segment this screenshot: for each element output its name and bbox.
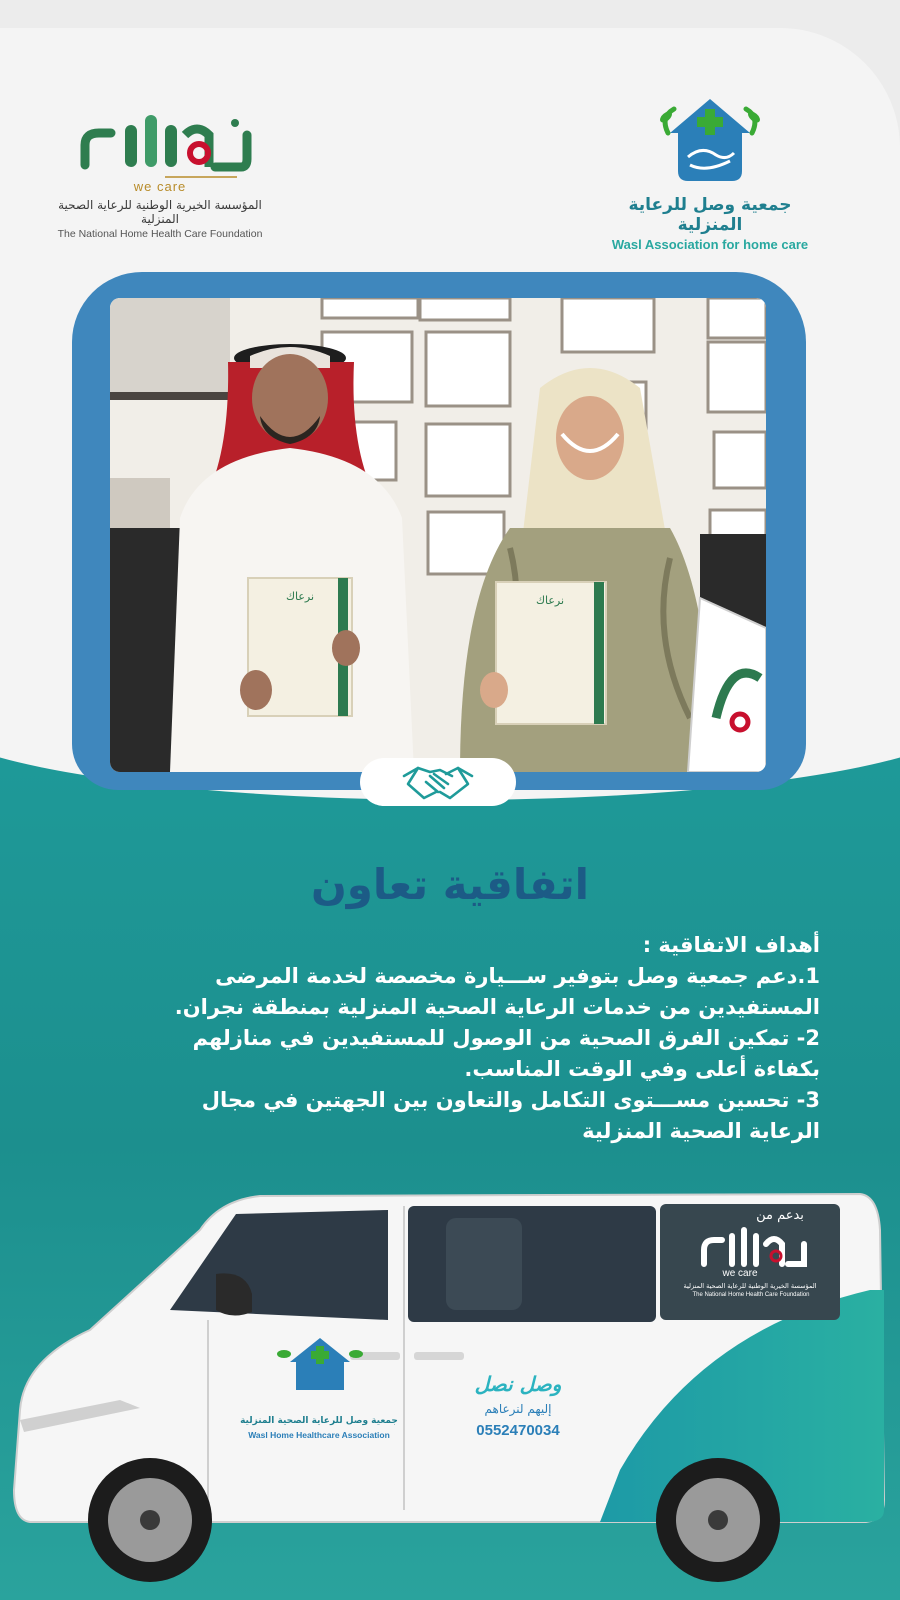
signing-photo xyxy=(110,298,766,772)
wasl-name-ar: جمعية وصل للرعاية المنزلية xyxy=(628,195,792,235)
branded-van xyxy=(0,1170,900,1590)
agreement-title: اتفاقية تعاون xyxy=(310,860,590,909)
van-we-care: we care xyxy=(722,1268,758,1279)
national-foundation-logo xyxy=(40,105,280,240)
van-wasl-name-en: Wasl Home Healthcare Association xyxy=(248,1430,390,1440)
goal-line: المستفيدين من خدمات الرعاية الصحية المنزلية بمنطقة نجران. xyxy=(174,995,820,1019)
svg-text:نرعاك: نرعاك xyxy=(285,590,315,603)
van-partner-name-en: The National Home Health Care Foundation xyxy=(692,1292,810,1298)
goal-line: 3- تحسين مســـتوى التكامل والتعاون بين الجهتين في مجال xyxy=(201,1088,820,1112)
agreement-goals xyxy=(120,930,820,1147)
svg-text:نرعاك: نرعاك xyxy=(535,594,565,607)
van-slogan-1: وصل نصل xyxy=(474,1372,562,1396)
foundation-name-en: The National Home Health Care Foundation xyxy=(57,228,263,240)
goal-line: بكفاءة أعلى وفي الوقت المناسب. xyxy=(464,1057,820,1081)
van-slogan-2: إليهم لنرعاهم xyxy=(484,1402,552,1416)
goal-line: الرعاية الصحية المنزلية xyxy=(582,1119,820,1143)
signing-photo-illustration xyxy=(110,298,766,772)
wasl-name-en: Wasl Association for home care xyxy=(611,237,809,252)
van-phone: 0552470034 xyxy=(476,1422,560,1439)
nr-logo-mark-icon xyxy=(65,105,255,185)
wasl-association-logo xyxy=(600,95,820,252)
handshake-icon xyxy=(400,762,476,802)
we-care-tagline: we care xyxy=(133,179,187,194)
van-support-label: بدعم من xyxy=(756,1208,804,1223)
van-illustration xyxy=(0,1170,900,1590)
van-wasl-name-ar: جمعية وصل للرعاية الصحية المنزلية xyxy=(240,1416,398,1426)
goals-heading: أهداف الاتفاقية : xyxy=(642,933,820,957)
wasl-house-icon xyxy=(650,95,770,187)
handshake-badge xyxy=(360,758,516,806)
goal-line: 2- تمكين الفرق الصحية من الوصول للمستفيدين في منازلهم xyxy=(192,1026,820,1050)
foundation-name-ar: المؤسسة الخيرية الوطنية للرعاية الصحية المنزلية xyxy=(58,198,262,226)
goal-line: 1.دعم جمعية وصل بتوفير ســـيارة مخصصة لخدمة المرضى xyxy=(215,964,820,988)
van-partner-name-ar: المؤسسة الخيرية الوطنية للرعاية الصحية المنزلية xyxy=(683,1282,817,1290)
